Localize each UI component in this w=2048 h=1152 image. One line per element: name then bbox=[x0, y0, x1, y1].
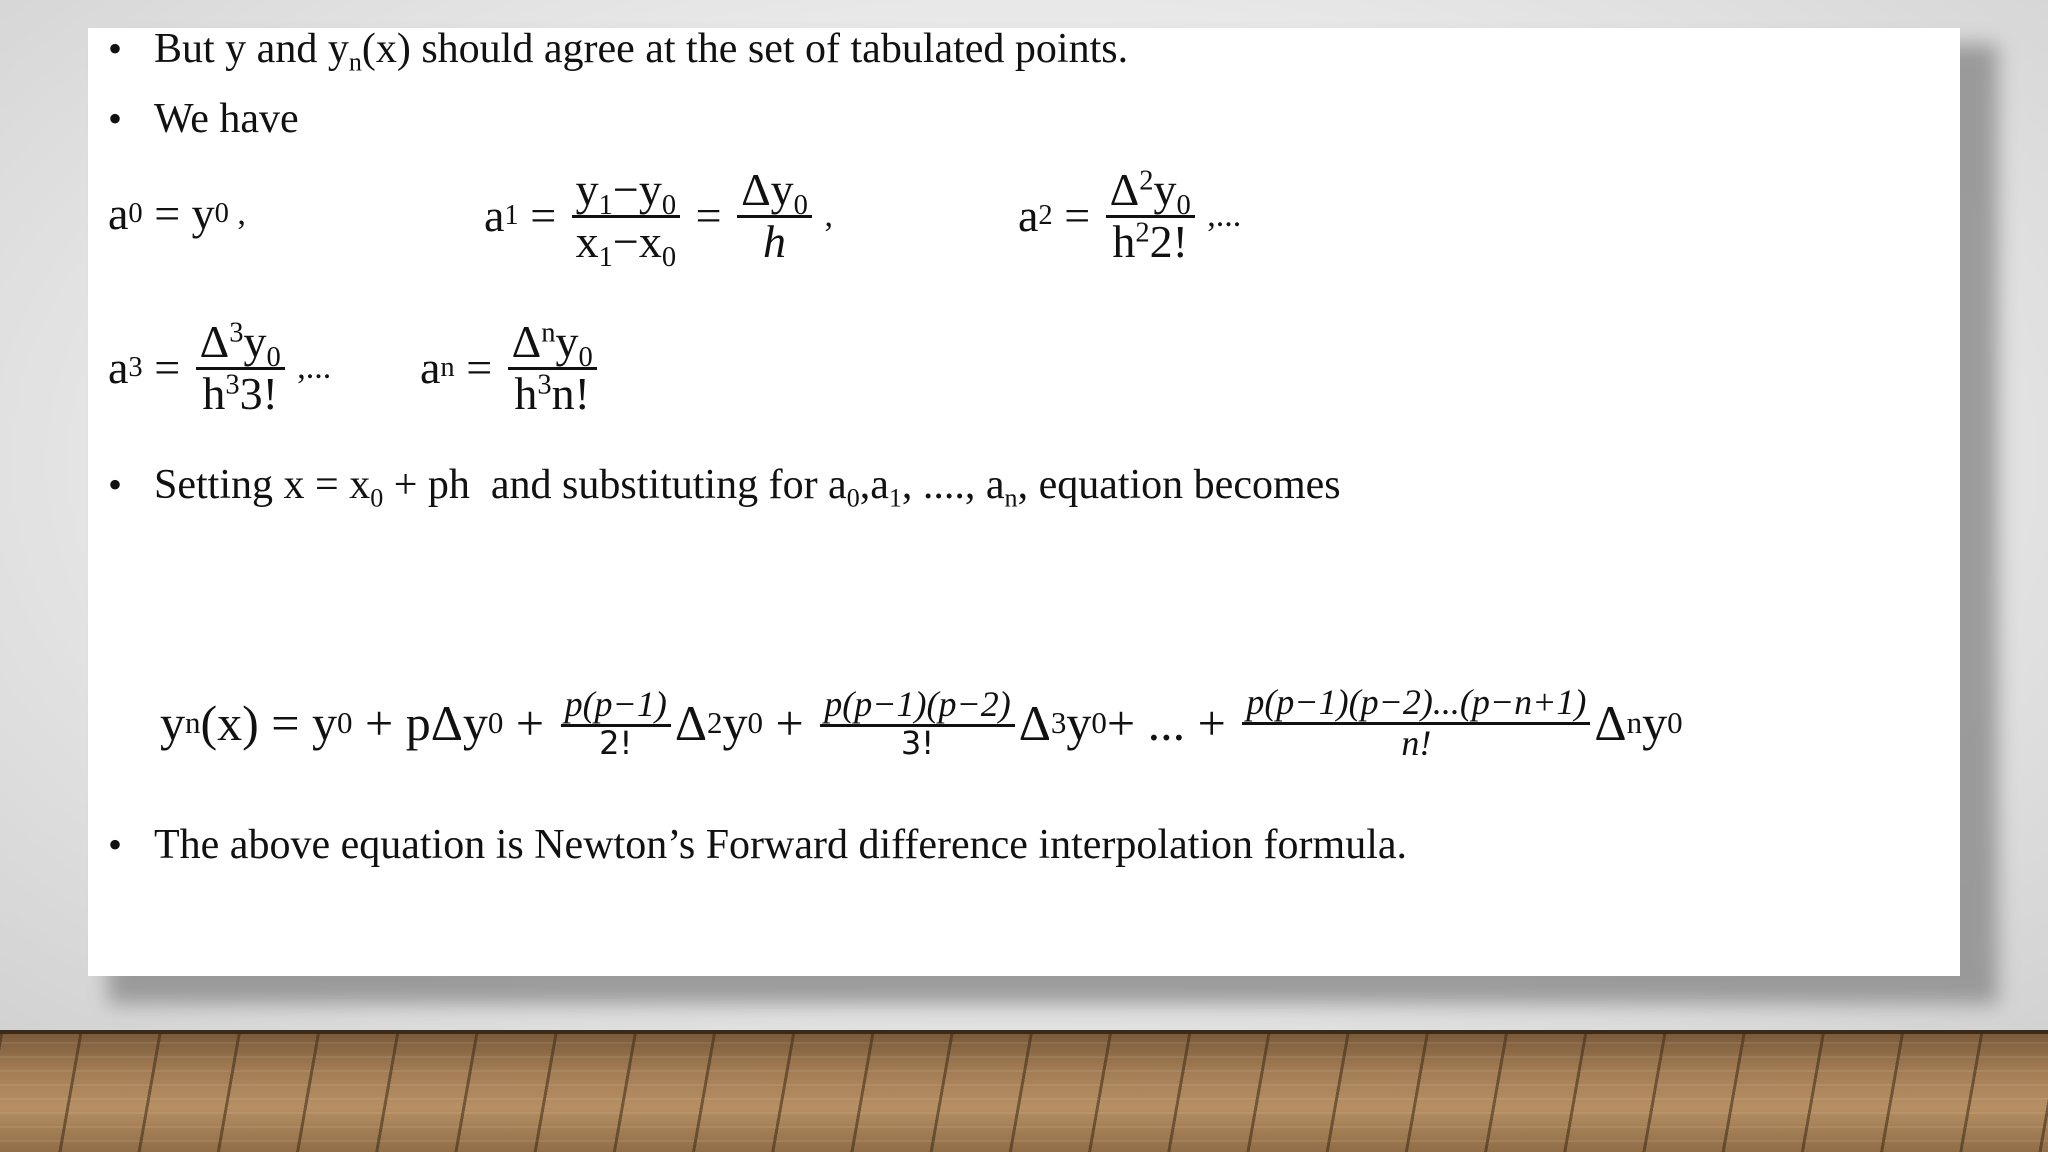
fraction-a1-difference: $\frac{y_1-y_0}{x_1-x_0}$ bbox=[572, 166, 680, 266]
bullet-agree: • But y and $y_n(x)$ should agree at the set of tabulated points. bbox=[108, 26, 1129, 77]
bullet-we-have: • We have bbox=[108, 96, 299, 142]
slide-board bbox=[88, 28, 1960, 976]
fraction-a2: $\frac{\Delta^2y_0}{h^22!}$ bbox=[1106, 166, 1195, 266]
bullet-setting: • Setting $x = x_0$ + ph and substituting for $a_0,a_1$, ...., $a_n$, equation becomes bbox=[108, 462, 1341, 513]
bullet-conclusion: • The above equation is Newton’s Forward difference interpolation formula. bbox=[108, 822, 1408, 868]
fraction-a3: $\frac{\Delta^3y_0}{h^33!}$ bbox=[196, 318, 285, 418]
newton-forward-formula: y n (x) = y 0 + pΔy 0 + $\frac{p(p-1)}{2!}$ Δ 2 y 0 + $\frac{p(p-1)(p-2)}{3!}$ Δ 3 y 0 + ... + $\frac{p(p-1)(p-2)...(p-n+1)}{n!}$ Δ n y 0 bbox=[160, 681, 1683, 763]
bullet-dot: • bbox=[108, 96, 123, 141]
fraction-term-n: $\frac{p(p-1)(p-2)...(p-n+1)}{n!}$ bbox=[1242, 684, 1590, 763]
wooden-floor bbox=[0, 1030, 2048, 1152]
fraction-a1-delta: $\frac{\Delta y_0}{h}$ bbox=[737, 166, 812, 266]
bullet-dot: • bbox=[108, 462, 123, 507]
coef-a3: a 3 = $\frac{\Delta^3y_0}{h^33!}$ ,... bbox=[108, 316, 332, 419]
fraction-an: $\frac{\Delta^ny_0}{h^3n!}$ bbox=[508, 318, 597, 418]
fraction-term-3: $\frac{p(p-1)(p-2)}{3!}$ bbox=[820, 686, 1015, 760]
coef-a1: a 1 = $\frac{y_1-y_0}{x_1-x_0}$ = $\frac{\Delta y_0}{h}$ , bbox=[484, 164, 833, 273]
coef-a2: a 2 = $\frac{\Delta^2y_0}{h^22!}$ ,... bbox=[1018, 164, 1242, 267]
fraction-term-2: $\frac{p(p-1)}{2!}$ bbox=[561, 686, 671, 760]
bullet-dot: • bbox=[108, 822, 123, 867]
coef-a0: a 0 = y 0 , bbox=[108, 188, 246, 239]
bullet-dot: • bbox=[108, 26, 123, 71]
coef-an: a n = $\frac{\Delta^ny_0}{h^3n!}$ bbox=[420, 318, 601, 418]
